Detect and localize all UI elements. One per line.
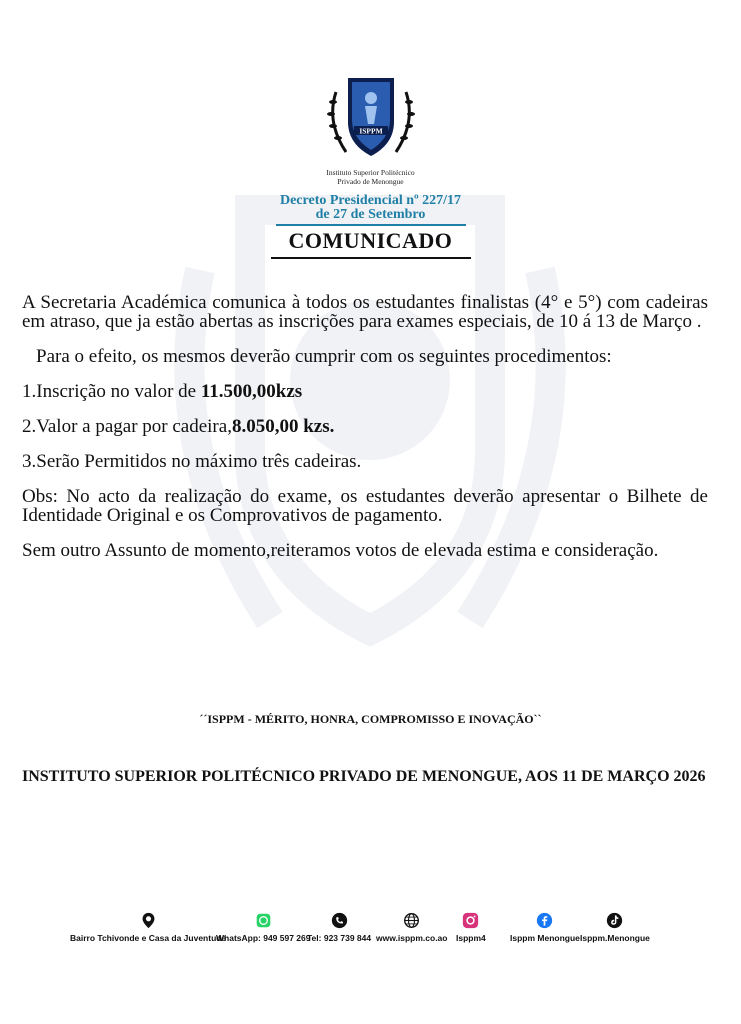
footer-phone[interactable] bbox=[307, 912, 371, 943]
whatsapp-icon bbox=[255, 912, 272, 929]
address-text: Bairro Tchivonde e Casa da Juventude bbox=[70, 933, 227, 943]
footer-tiktok[interactable] bbox=[580, 912, 650, 943]
footer-instagram[interactable] bbox=[456, 912, 486, 943]
list-item-max-courses: 3.Serão Permitidos no máximo três cadeiras. bbox=[22, 451, 362, 472]
isppm-logo bbox=[316, 72, 426, 164]
list-item-registration bbox=[22, 382, 708, 401]
instagram-text: Isppm4 bbox=[456, 933, 486, 943]
registration-fee: 11.500,00kzs bbox=[200, 381, 303, 402]
document-title bbox=[0, 228, 741, 259]
tiktok-text: Isppm.Menongue bbox=[580, 933, 650, 943]
decree-reference bbox=[0, 194, 741, 222]
institution-motto: ´´ISPPM - MÉRITO, HONRA, COMPROMISSO E INOVAÇÃO`` bbox=[199, 712, 542, 726]
contact-footer bbox=[70, 912, 680, 952]
procedures-paragraph: Para o efeito, os mesmos deverão cumprir com os seguintes procedimentos: bbox=[36, 346, 612, 367]
closing-paragraph: Sem outro Assunto de momento,reiteramos votos de elevada estima e consideração. bbox=[22, 540, 659, 561]
footer-facebook[interactable] bbox=[510, 912, 580, 943]
globe-icon bbox=[403, 912, 420, 929]
footer-address bbox=[70, 912, 226, 943]
institution-name bbox=[0, 168, 741, 186]
letterhead bbox=[0, 72, 741, 226]
signature-line: INSTITUTO SUPERIOR POLITÉCNICO PRIVADO DE MENONGUE, AOS 11 DE MARÇO 2026 bbox=[22, 768, 706, 785]
instagram-icon bbox=[462, 912, 479, 929]
whatsapp-text: WhatsApp: 949 597 269 bbox=[216, 933, 311, 943]
phone-icon bbox=[331, 912, 348, 929]
list-item-course-fee bbox=[22, 417, 708, 436]
course-fee-value: 8.050,00 kzs. bbox=[231, 416, 335, 437]
facebook-icon bbox=[536, 912, 553, 929]
website-text: www.isppm.co.ao bbox=[376, 933, 448, 943]
title-underline bbox=[271, 257, 471, 259]
decree-divider bbox=[276, 224, 466, 226]
title-text: COMUNICADO bbox=[288, 228, 453, 253]
phone-text: Tel: 923 739 844 bbox=[307, 933, 372, 943]
decree-line1: Decreto Presidencial nº 227/17 bbox=[279, 193, 461, 208]
institution-name-line1: Instituto Superior Politécnico bbox=[326, 168, 415, 177]
footer-website[interactable] bbox=[376, 912, 447, 943]
footer-whatsapp[interactable] bbox=[216, 912, 310, 943]
course-fee-label: 2.Valor a pagar por cadeira, bbox=[22, 416, 232, 437]
logo-text: ISPPM bbox=[358, 126, 383, 136]
institution-name-line2: Privado de Menongue bbox=[337, 177, 404, 186]
registration-label: 1.Inscrição no valor de bbox=[22, 381, 201, 402]
observation-paragraph: Obs: No acto da realização do exame, os estudantes deverão apresentar o Bilhete de Identidade Original e os Comprovativos de pagamento. bbox=[22, 486, 708, 526]
document-body bbox=[22, 293, 708, 576]
facebook-text: Isppm Menongue bbox=[510, 933, 580, 943]
tiktok-icon bbox=[606, 912, 623, 929]
decree-line2: de 27 de Setembro bbox=[315, 207, 426, 222]
intro-paragraph: A Secretaria Académica comunica à todos os estudantes finalistas (4° e 5°) com cadeiras em atraso, que ja estão abertas as inscrições para exames especiais, de 10 á 13 de Março . bbox=[22, 292, 708, 332]
location-pin-icon bbox=[140, 912, 157, 929]
